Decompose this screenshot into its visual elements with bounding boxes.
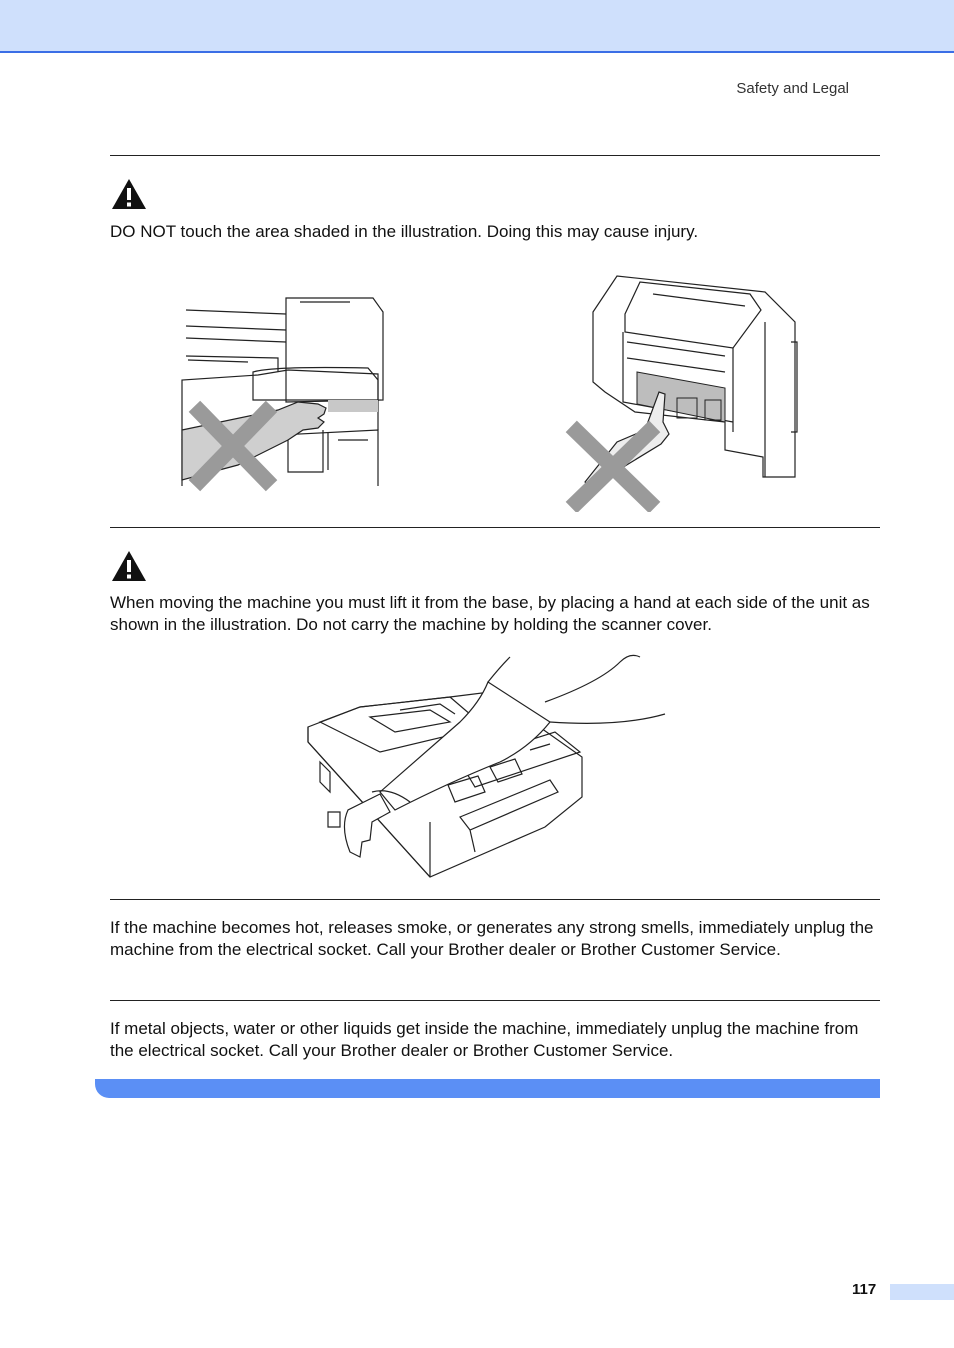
section-end-band (95, 1079, 880, 1098)
divider (110, 899, 880, 900)
note-text: If metal objects, water or other liquids get inside the machine, immediately unplug the machine from the electrical socket. Call your Brother dealer or Brother Customer Service. (110, 1019, 859, 1060)
illustration-shaded-area-inside (565, 272, 805, 512)
warning-triangle-icon (110, 177, 148, 211)
header-band (0, 0, 954, 53)
warning-text: When moving the machine you must lift it from the base, by placing a hand at each side of the unit as shown in the illustration. Do not carry the machine by holding the scanner cover. (110, 593, 870, 634)
illustration-lifting-machine (300, 652, 680, 887)
note-text: If the machine becomes hot, releases smoke, or generates any strong smells, immediately unplug the machine from the electrical socket. Call your Brother dealer or Brother Customer Service. (110, 918, 874, 959)
warning-text: DO NOT touch the area shaded in the illustration. Doing this may cause injury. (110, 222, 699, 241)
divider (110, 155, 880, 156)
illustration-shaded-area-front (178, 290, 388, 495)
divider (110, 527, 880, 528)
warning-triangle-icon (110, 549, 148, 583)
section-title: Safety and Legal (736, 80, 849, 97)
page-tab (890, 1284, 954, 1300)
page-number: 117 (852, 1281, 877, 1298)
divider (110, 1000, 880, 1001)
